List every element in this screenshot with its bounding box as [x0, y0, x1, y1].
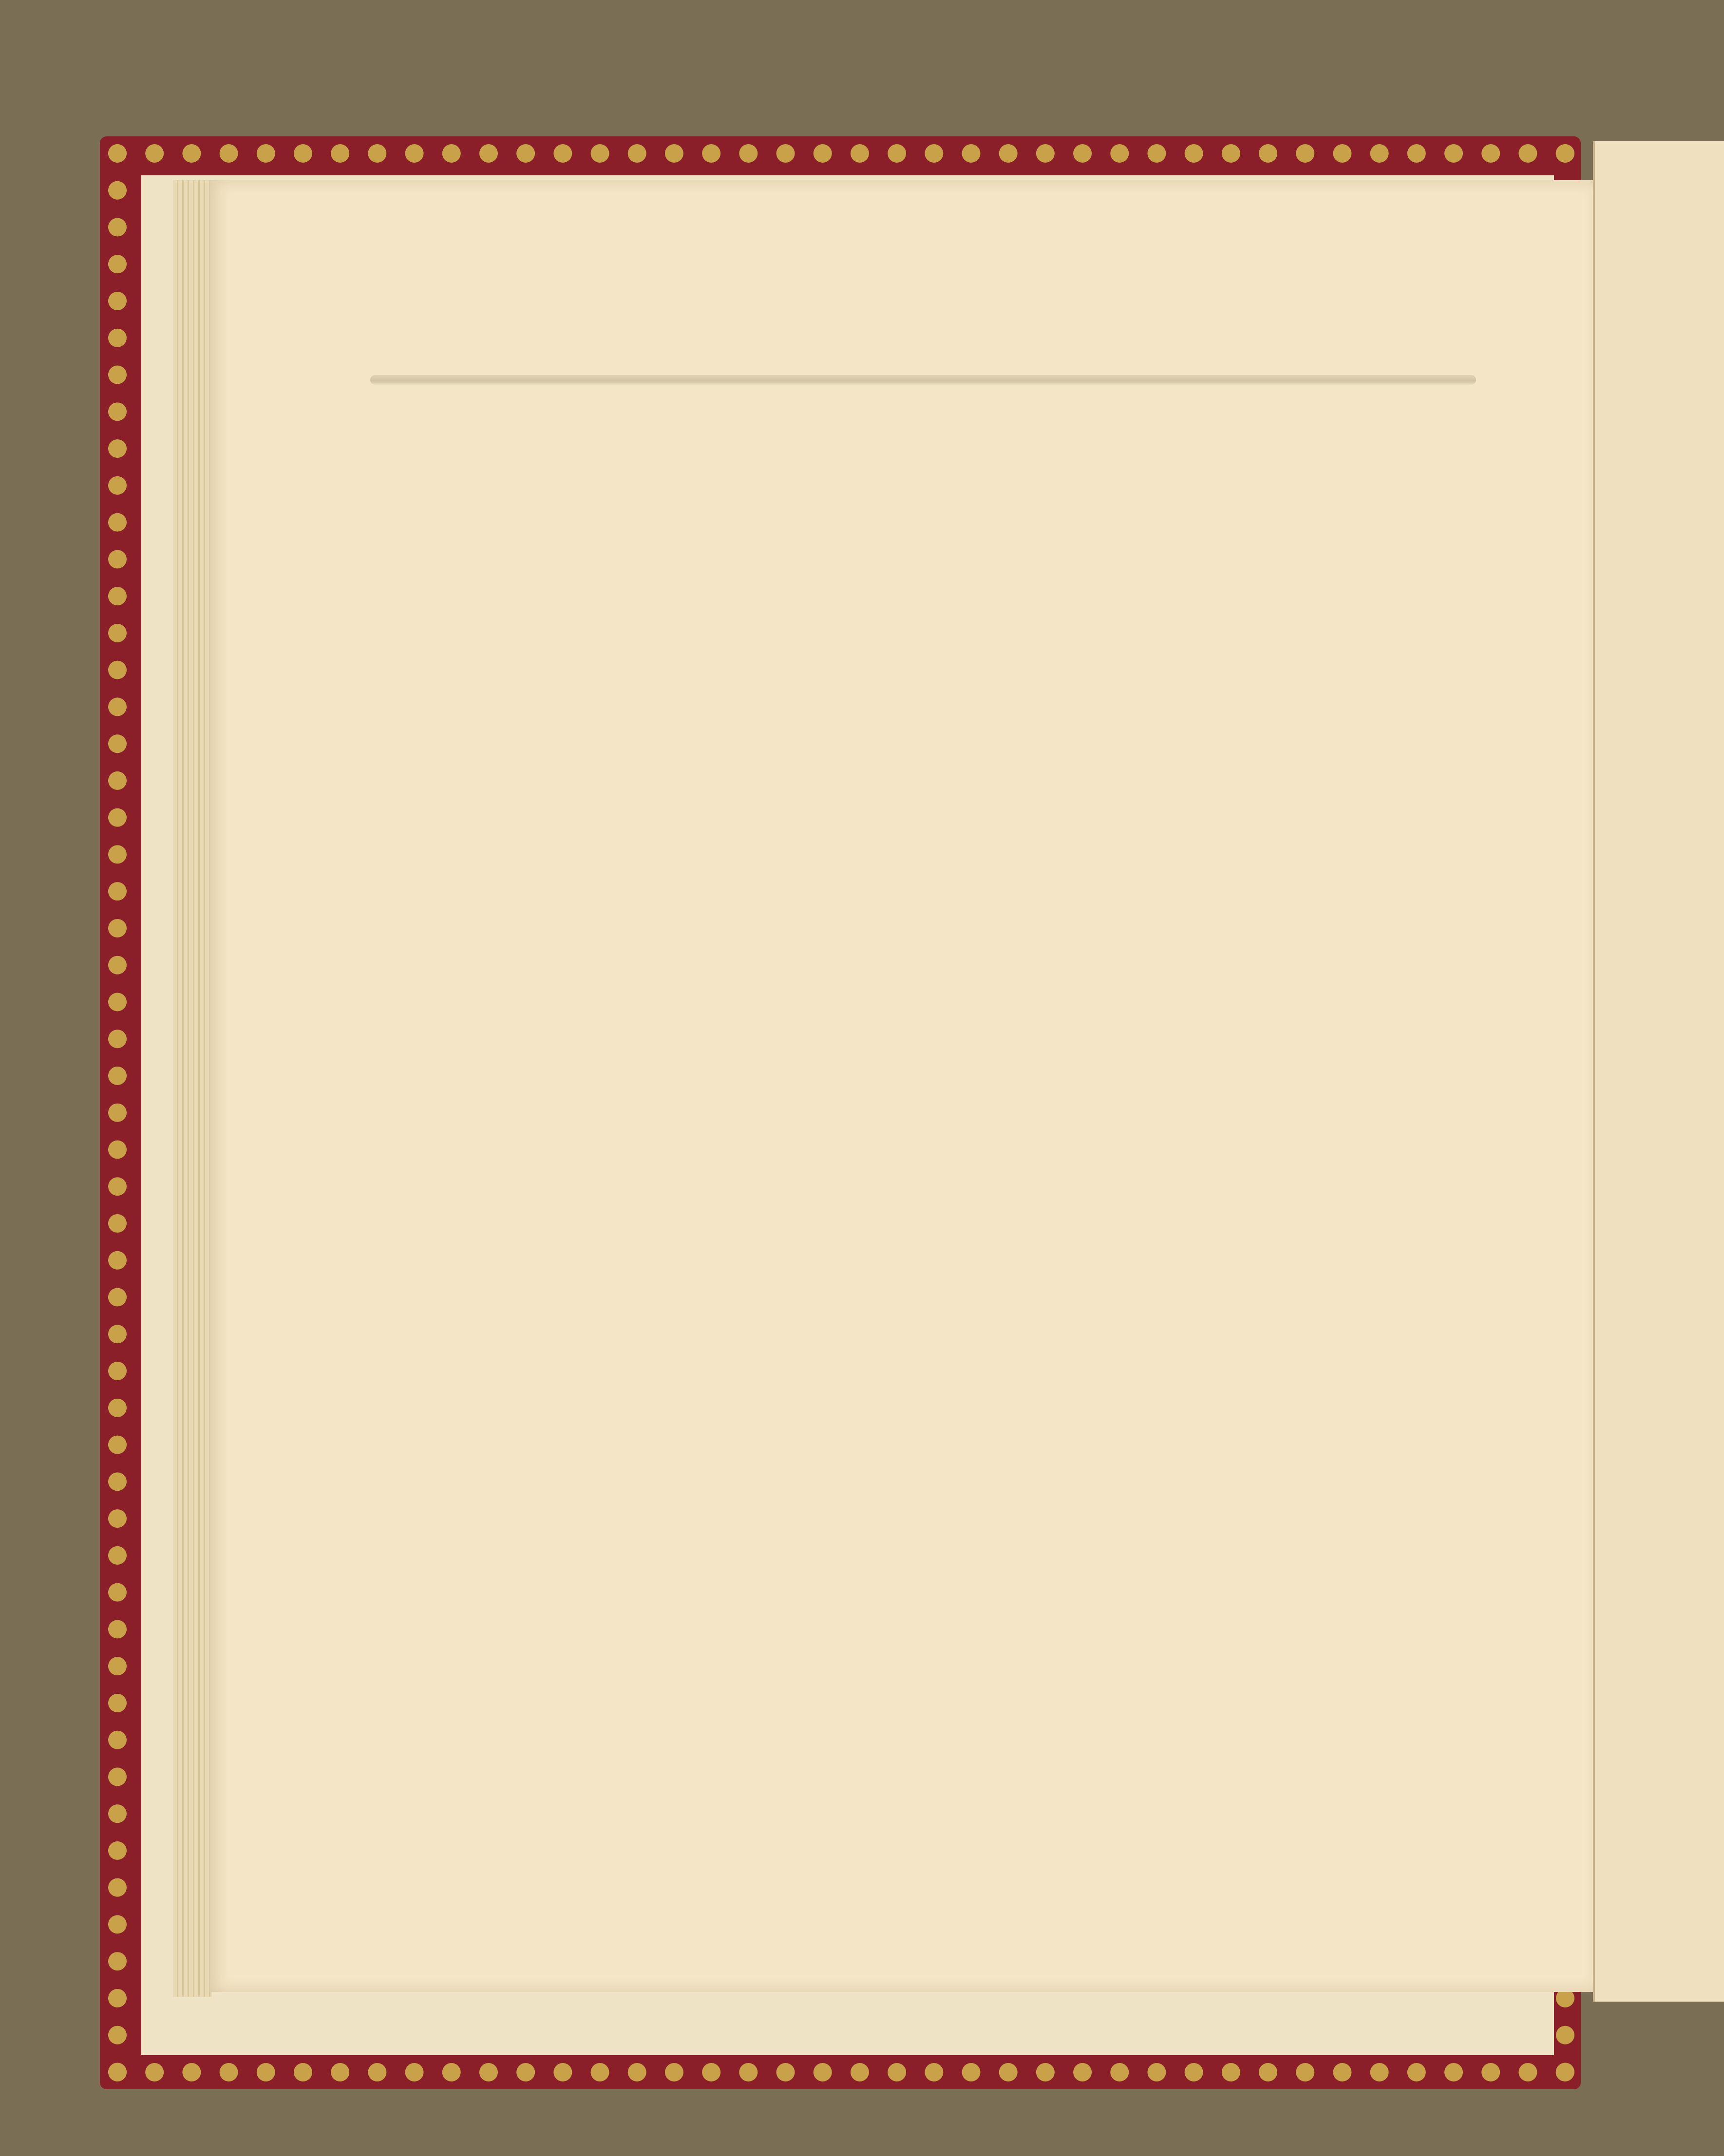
left-page [209, 180, 1593, 1992]
decorative-rule [370, 375, 1476, 385]
right-page [1593, 141, 1724, 2002]
page-edges [173, 180, 212, 1997]
